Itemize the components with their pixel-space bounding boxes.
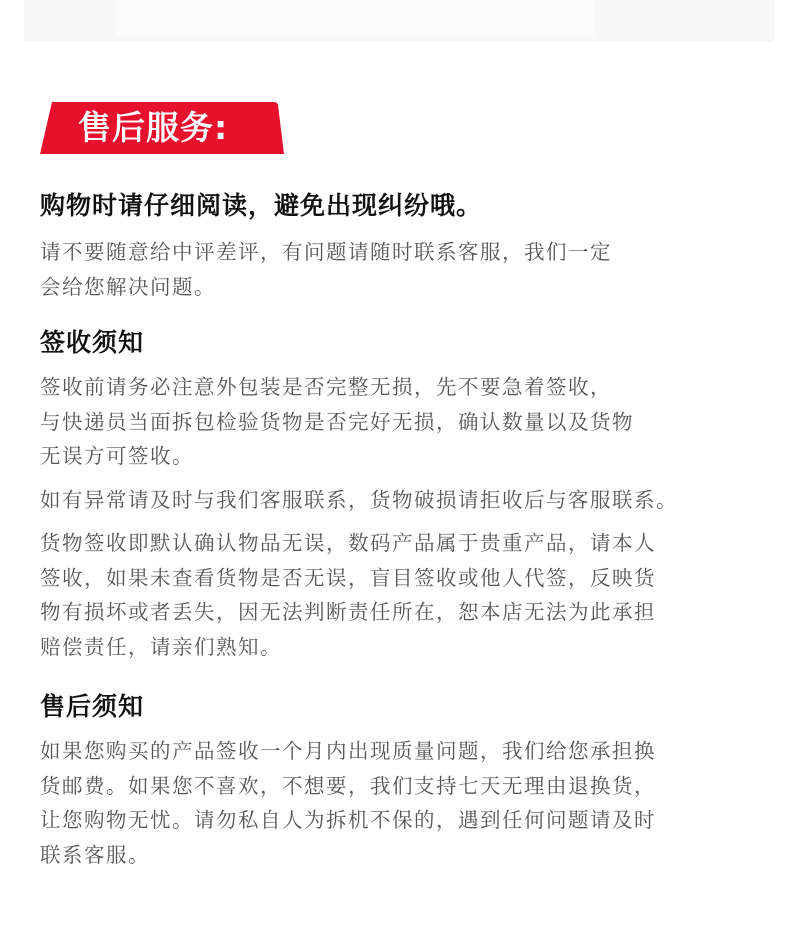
signing-paragraph-3: [40, 526, 755, 664]
banner-title: 售后服务:: [78, 108, 229, 147]
intro-paragraph: [40, 235, 755, 304]
intro-line: 请不要随意给中评差评，有问题请随时联系客服，我们一定: [40, 240, 612, 264]
aftersale-heading: 售后须知: [40, 692, 145, 721]
intro-heading: 购物时请仔细阅读，避免出现纠纷哦。: [40, 191, 483, 220]
signing-paragraph-1: [40, 370, 755, 474]
top-decor-strip: [24, 0, 774, 42]
top-decor-strip-inner: [116, 0, 594, 36]
aftersale-section: [40, 689, 755, 872]
aftersale-line: 如果您购买的产品签收一个月内出现质量问题，我们给您承担换: [40, 739, 656, 763]
signing-line: 签收前请务必注意外包装是否完整无损，先不要急着签收，: [40, 375, 612, 399]
signing-heading: 签收须知: [40, 328, 145, 357]
signing-line: 签收，如果未查看货物是否无误，盲目签收或他人代签，反映货: [40, 565, 656, 590]
after-sales-banner: [40, 100, 284, 156]
signing-line: 物有损坏或者丢失，因无法判断责任所在，恕本店无法为此承担: [40, 600, 656, 624]
aftersale-line: 让您购物无忧。请勿私自人为拆机不保的，遇到任何问题请及时: [40, 808, 656, 832]
aftersale-paragraph: [40, 734, 755, 872]
signing-section: [40, 325, 755, 664]
aftersale-line: 联系客服。: [40, 842, 150, 867]
signing-line: 货物签收即默认确认物品无误，数码产品属于贵重产品，请本人: [40, 531, 656, 555]
signing-line: 与快递员当面拆包检验货物是否完好无损，确认数量以及货物: [40, 409, 634, 434]
intro-line: 会给您解决问题。: [40, 274, 216, 299]
signing-line: 无误方可签收。: [40, 444, 194, 468]
signing-paragraph-2: [40, 483, 755, 518]
signing-line: 赔偿责任，请亲们熟知。: [40, 634, 282, 659]
intro-section: [40, 188, 755, 304]
signing-line: 如有异常请及时与我们客服联系，货物破损请拒收后与客服联系。: [40, 487, 678, 512]
aftersale-line: 货邮费。如果您不喜欢，不想要，我们支持七天无理由退换货，: [40, 773, 656, 798]
